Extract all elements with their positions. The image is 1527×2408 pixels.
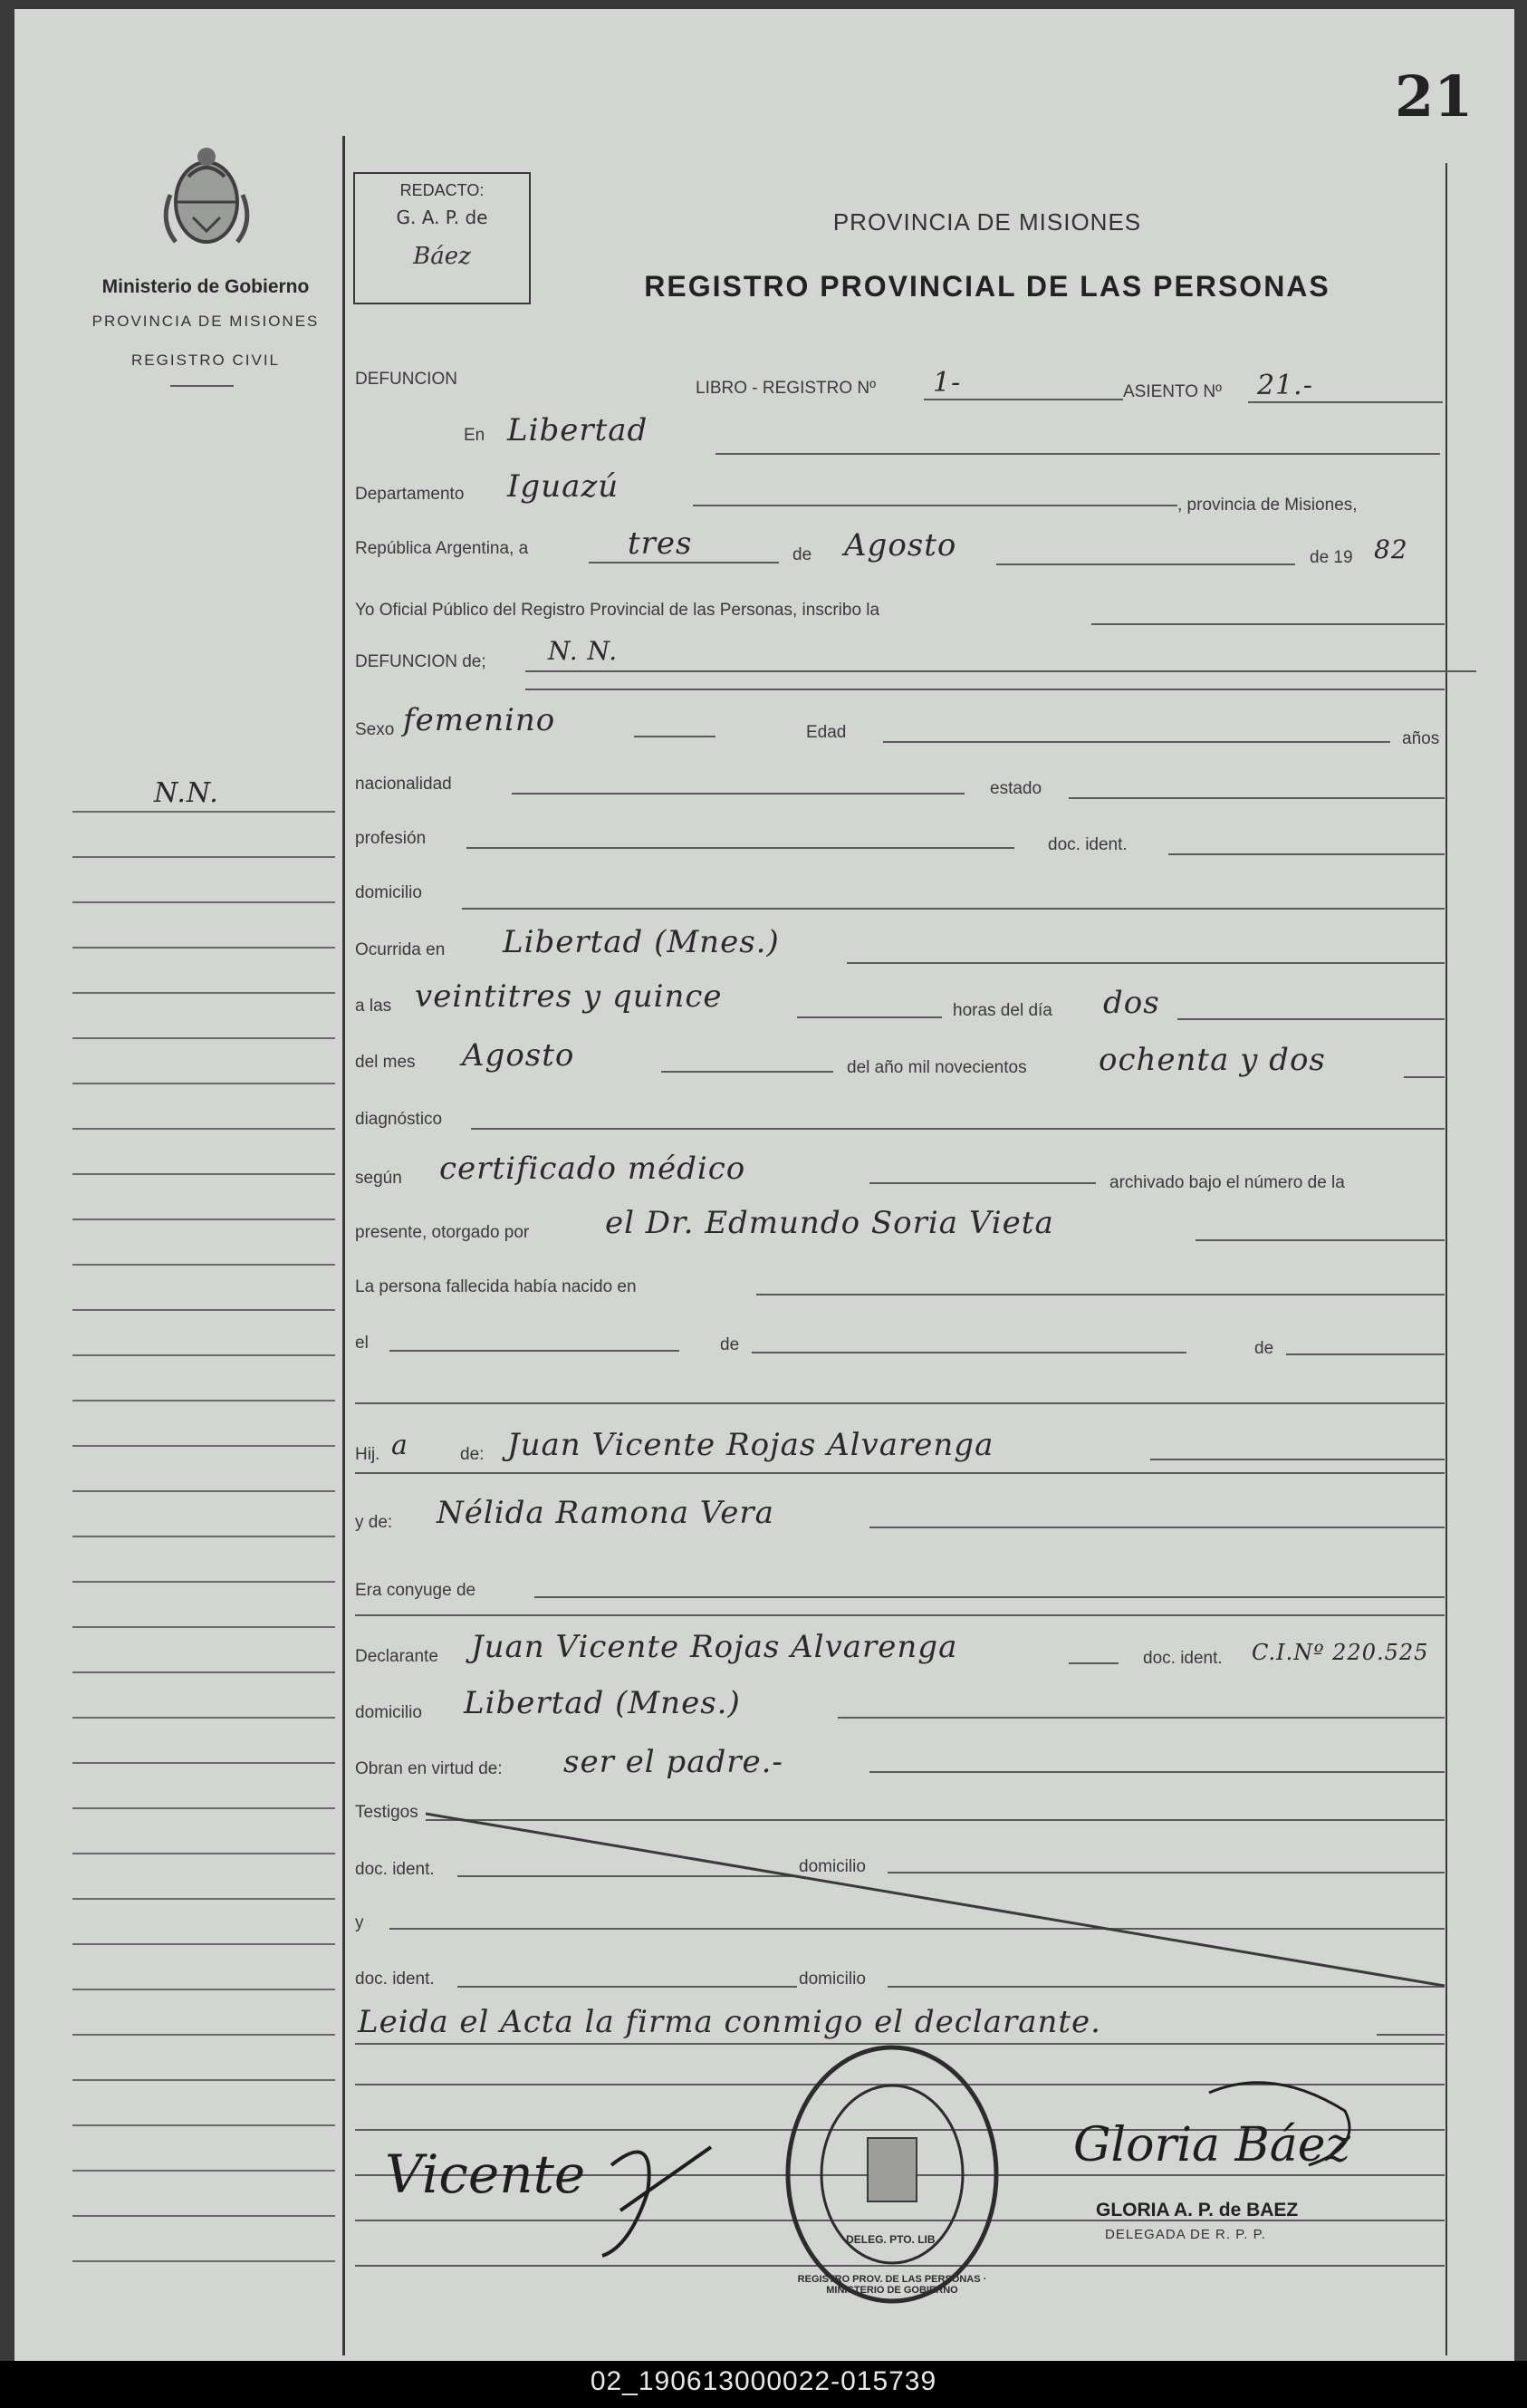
stamp-line2: Báez bbox=[413, 243, 471, 270]
doc-ident-label-2: doc. ident. bbox=[1143, 1649, 1223, 1668]
domicilio-label-3: domicilio bbox=[799, 1857, 866, 1876]
doc-ident-label: doc. ident. bbox=[1048, 835, 1128, 854]
leida-text: Leida el Acta la firma conmigo el declarante. bbox=[358, 2004, 1101, 2040]
estado-label: estado bbox=[990, 779, 1042, 798]
margin-name: N.N. bbox=[154, 777, 219, 809]
a-las-label: a las bbox=[355, 997, 392, 1016]
oficial-signature bbox=[1073, 2075, 1372, 2215]
segun-value: certificado médico bbox=[439, 1151, 746, 1187]
anios-label: años bbox=[1402, 729, 1440, 748]
anio-muerte-value: ochenta y dos bbox=[1099, 1042, 1326, 1078]
presente-value: el Dr. Edmundo Soria Vieta bbox=[605, 1205, 1054, 1241]
de19-label: de 19 bbox=[1310, 548, 1353, 567]
testigos-strike-line bbox=[426, 1812, 1449, 1993]
seal-text: REGISTRO PROV. DE LAS PERSONAS · MINISTERIO DE GOBIERNO bbox=[797, 2274, 987, 2296]
ministry-province: PROVINCIA DE MISIONES bbox=[91, 313, 320, 330]
testigos-label: Testigos bbox=[355, 1803, 418, 1822]
madre-value: Nélida Ramona Vera bbox=[437, 1495, 774, 1531]
del-anio-label: del año mil novecientos bbox=[847, 1058, 1027, 1077]
libro-value: 1- bbox=[933, 367, 962, 399]
libro-label: LIBRO - REGISTRO Nº bbox=[696, 379, 877, 398]
departamento-value: Iguazú bbox=[507, 468, 619, 505]
diagnostico-label: diagnóstico bbox=[355, 1110, 443, 1129]
de-label-2: de bbox=[720, 1335, 740, 1354]
y-label: y bbox=[355, 1913, 364, 1932]
archivado-label: archivado bajo el número de la bbox=[1109, 1173, 1345, 1192]
de-label-1: de bbox=[792, 545, 812, 564]
act-type-label: DEFUNCION bbox=[355, 370, 457, 389]
oficial-text: Yo Oficial Público del Registro Provincial de las Personas, inscribo la bbox=[355, 601, 880, 620]
domicilio-label: domicilio bbox=[355, 883, 422, 902]
nacido-label: La persona fallecida había nacido en bbox=[355, 1277, 637, 1296]
dia-muerte-value: dos bbox=[1103, 985, 1160, 1021]
official-name: GLORIA A. P. de BAEZ bbox=[1096, 2200, 1299, 2220]
redacto-stamp bbox=[353, 172, 531, 304]
de-padre-label: de: bbox=[460, 1445, 485, 1464]
ministry-registry: REGISTRO CIVIL bbox=[130, 352, 281, 369]
domicilio-label-2: domicilio bbox=[355, 1703, 422, 1722]
ocurrida-label: Ocurrida en bbox=[355, 940, 446, 959]
dia-value: tres bbox=[628, 525, 693, 562]
edad-label: Edad bbox=[806, 723, 847, 742]
departamento-label: Departamento bbox=[355, 485, 465, 504]
obran-value: ser el padre.- bbox=[563, 1744, 783, 1780]
mes-muerte-value: Agosto bbox=[462, 1037, 575, 1074]
declarante-value: Juan Vicente Rojas Alvarenga bbox=[471, 1629, 958, 1665]
defuncion-de-value: N. N. bbox=[548, 636, 619, 666]
hij-suffix: a bbox=[391, 1430, 408, 1461]
stamp-title: REDACTO: bbox=[399, 181, 485, 199]
mes-value: Agosto bbox=[844, 527, 957, 563]
anio-value: 82 bbox=[1374, 535, 1408, 564]
presente-label: presente, otorgado por bbox=[355, 1223, 530, 1242]
del-mes-label: del mes bbox=[355, 1053, 416, 1072]
obran-label: Obran en virtud de: bbox=[355, 1759, 503, 1778]
domicilio-label-4: domicilio bbox=[799, 1970, 866, 1989]
nacionalidad-label: nacionalidad bbox=[355, 775, 452, 794]
doc-ident-label-4: doc. ident. bbox=[355, 1970, 435, 1989]
asiento-label: ASIENTO Nº bbox=[1123, 382, 1222, 401]
sexo-value: femenino bbox=[403, 702, 556, 738]
sexo-label: Sexo bbox=[355, 720, 395, 739]
segun-label: según bbox=[355, 1169, 402, 1188]
coat-of-arms-icon bbox=[152, 140, 261, 263]
asiento-value: 21.- bbox=[1257, 370, 1313, 401]
official-title: DELEGADA DE R. P. P. bbox=[1105, 2227, 1266, 2242]
page-number: 21 bbox=[1395, 63, 1474, 130]
horas-label: horas del día bbox=[953, 1001, 1052, 1020]
y-de-label: y de: bbox=[355, 1513, 393, 1532]
left-margin-rule bbox=[342, 136, 345, 2355]
svg-text:Vicente: Vicente bbox=[385, 2143, 586, 2205]
ocurrida-value: Libertad (Mnes.) bbox=[503, 924, 780, 960]
declarante-doc: C.I.Nº 220.525 bbox=[1252, 1640, 1429, 1665]
hij-label: Hij. bbox=[355, 1445, 380, 1464]
provincia-suffix: , provincia de Misiones, bbox=[1177, 496, 1358, 515]
en-value: Libertad bbox=[507, 412, 648, 448]
declarante-label: Declarante bbox=[355, 1647, 438, 1666]
title-province: PROVINCIA DE MISIONES bbox=[832, 208, 1142, 236]
footer-id: 02_190613000022-015739 bbox=[590, 2366, 937, 2396]
declarante-signature bbox=[385, 2111, 729, 2269]
seal-inner-text: DELEG. PTO. LIB. bbox=[846, 2233, 938, 2246]
svg-text:Gloria Báez: Gloria Báez bbox=[1073, 2118, 1350, 2172]
title-registry: REGISTRO PROVINCIAL DE LAS PERSONAS bbox=[644, 270, 1330, 303]
stamp-line1: G. A. P. de bbox=[396, 207, 488, 228]
defuncion-de-label: DEFUNCION de; bbox=[355, 652, 486, 671]
el-label: el bbox=[355, 1334, 369, 1353]
republica-label: República Argentina, a bbox=[355, 539, 529, 558]
hora-value: veintitres y quince bbox=[415, 978, 723, 1015]
right-margin-rule bbox=[1445, 163, 1447, 2355]
padre-value: Juan Vicente Rojas Alvarenga bbox=[507, 1427, 994, 1463]
doc-ident-label-3: doc. ident. bbox=[355, 1860, 435, 1879]
ministry-name: Ministerio de Gobierno bbox=[101, 276, 310, 297]
profesion-label: profesión bbox=[355, 829, 427, 848]
declarante-domicilio: Libertad (Mnes.) bbox=[464, 1685, 741, 1721]
en-label: En bbox=[464, 426, 485, 445]
conyuge-label: Era conyuge de bbox=[355, 1581, 476, 1600]
de-label-3: de bbox=[1254, 1339, 1274, 1358]
